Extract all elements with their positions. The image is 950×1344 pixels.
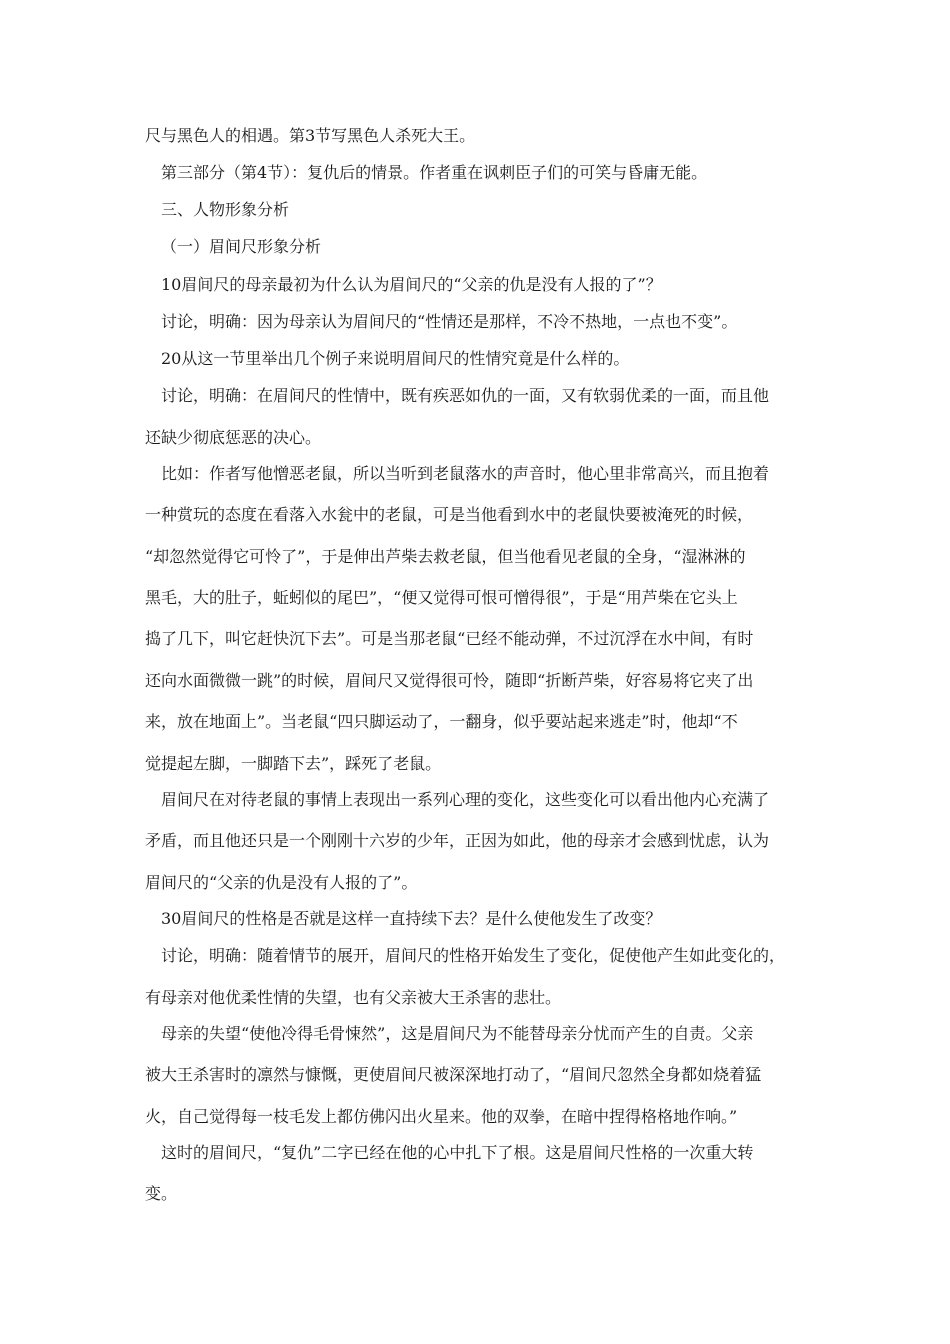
text-line: 这时的眉间尺，“复仇”二字已经在他的心中扎下了根。这是眉间尺性格的一次重大转 — [161, 1143, 754, 1162]
question-line: 20从这一节里举出几个例子来说明眉间尺的性情究竟是什么样的。 — [161, 349, 630, 368]
text-line: 矛盾，而且他还只是一个刚刚十六岁的少年，正因为如此，他的母亲才会感到忧虑，认为 — [145, 831, 770, 850]
text-line: 讨论，明确：因为母亲认为眉间尺的“性情还是那样，不冷不热地，一点也不变”。 — [161, 312, 738, 331]
question-line: 10眉间尺的母亲最初为什么认为眉间尺的“父亲的仇是没有人报的了”？ — [161, 275, 662, 294]
text-line: 讨论，明确：在眉间尺的性情中，既有疾恶如仇的一面，又有软弱优柔的一面，而且他 — [161, 386, 770, 405]
text-line: 一种赏玩的态度在看落入水瓮中的老鼠，可是当他看到水中的老鼠快要被淹死的时候， — [145, 505, 754, 524]
text-line: 还缺少彻底惩恶的决心。 — [145, 428, 322, 447]
text-line: 觉提起左脚，一脚踏下去”，踩死了老鼠。 — [145, 754, 442, 773]
text-line: 火，自己觉得每一枝毛发上都仿佛闪出火星来。他的双拳，在暗中捏得格格地作响。” — [145, 1107, 738, 1126]
text-line: 有母亲对他优柔性情的失望，也有父亲被大王杀害的悲壮。 — [145, 988, 562, 1007]
text-line: 被大王杀害时的凛然与慷慨，更使眉间尺被深深地打动了，“眉间尺忽然全身都如烧着猛 — [145, 1065, 762, 1084]
text-line: 捣了几下，叫它赶快沉下去”。可是当那老鼠“已经不能动弹，不过沉浮在水中间，有时 — [145, 629, 754, 648]
question-line: 30眉间尺的性格是否就是这样一直持续下去？是什么使他发生了改变？ — [161, 909, 662, 928]
text-line: 眉间尺的“父亲的仇是没有人报的了”。 — [145, 873, 418, 892]
text-line: 讨论，明确：随着情节的展开，眉间尺的性格开始发生了变化，促使他产生如此变化的， — [161, 946, 786, 965]
text-line: 尺与黑色人的相遇。第3节写黑色人杀死大王。 — [145, 126, 476, 145]
text-line: 第三部分（第4节）：复仇后的情景。作者重在讽刺臣子们的可笑与昏庸无能。 — [161, 163, 708, 182]
section-heading: 三、人物形象分析 — [161, 200, 290, 219]
text-line: 眉间尺在对待老鼠的事情上表现出一系列心理的变化，这些变化可以看出他内心充满了 — [161, 790, 770, 809]
text-line: 比如：作者写他憎恶老鼠，所以当听到老鼠落水的声音时，他心里非常高兴，而且抱着 — [161, 464, 770, 483]
text-line: 来，放在地面上”。当老鼠“四只脚运动了，一翻身，似乎要站起来逃走”时，他却“不 — [145, 712, 738, 731]
text-line: “却忽然觉得它可怜了”，于是伸出芦柴去救老鼠，但当他看见老鼠的全身，“湿淋淋的 — [145, 547, 746, 566]
text-line: 黑毛，大的肚子，蚯蚓似的尾巴”，“便又觉得可恨可憎得很”，于是“用芦柴在它头上 — [145, 588, 738, 607]
text-line: 母亲的失望“使他冷得毛骨悚然”，这是眉间尺为不能替母亲分忧而产生的自责。父亲 — [161, 1024, 754, 1043]
text-line: 还向水面微微一跳”的时候，眉间尺又觉得很可怜，随即“折断芦柴，好容易将它夹了出 — [145, 671, 754, 690]
text-line: 变。 — [145, 1184, 178, 1203]
subsection-heading: （一）眉间尺形象分析 — [161, 237, 322, 256]
